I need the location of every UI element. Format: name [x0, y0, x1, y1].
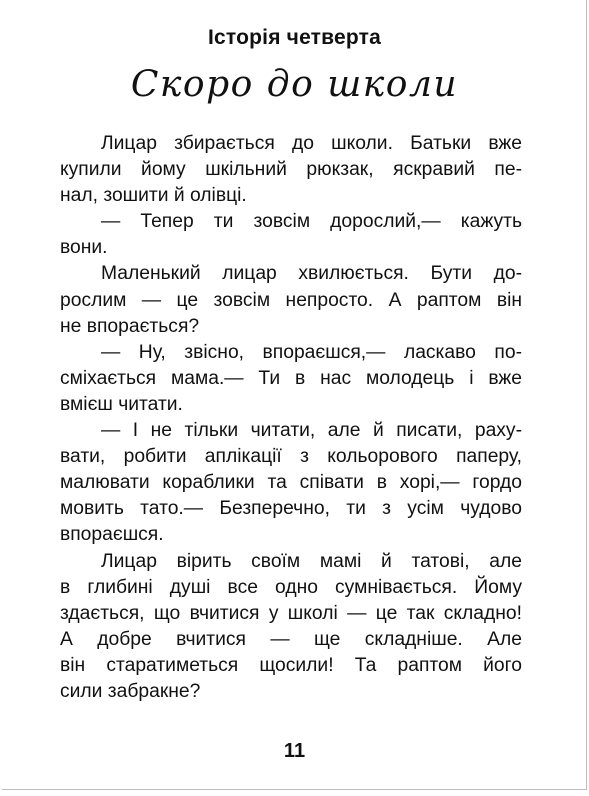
text-line: Лицар збирається до школи. Батьки вже — [101, 133, 522, 154]
text-line: — Ну, звісно, впораєшся,— ласкаво по- — [101, 341, 522, 363]
page-number: 11 — [283, 740, 306, 762]
text-line: А добре вчитися — ще складніше. Але — [60, 628, 522, 650]
text-line: мовить тато.— Безперечно, ти з усім чудово — [60, 498, 522, 520]
text-line: здається, що вчитися у школі — це так складно! — [60, 602, 522, 624]
text-line: не впорається? — [60, 315, 200, 337]
text-line: сміхається мама.— Ти в нас молодець і вже — [60, 367, 522, 389]
text-line: сили забракне? — [60, 680, 201, 702]
chapter-kicker: Історія четверта — [207, 26, 381, 49]
text-line: вмієш читати. — [60, 393, 183, 415]
chapter-title: Скоро до школи — [130, 64, 459, 105]
text-line: малювати кораблики та співати в хорі,— гордо — [60, 472, 522, 494]
text-line: — Тепер ти зовсім дорослий,— кажуть — [101, 211, 522, 233]
text-line: впораєшся. — [60, 524, 164, 546]
body-text — [60, 131, 522, 705]
text-line: — І не тільки читати, але й писати, раху- — [101, 420, 522, 442]
text-line: вони. — [60, 237, 108, 259]
text-line: купили йому шкільний рюкзак, яскравий пе- — [60, 159, 522, 181]
text-line: рослим — це зовсім непросто. А раптом він — [60, 289, 522, 311]
text-line: Лицар вірить своїм мамі й татові, але — [101, 550, 522, 572]
text-line: вати, робити аплікації з кольорового паперу, — [60, 446, 522, 468]
text-line: нал, зошити й олівці. — [60, 185, 247, 207]
text-line: Маленький лицар хвилюється. Бути до- — [101, 263, 522, 285]
text-line: він старатиметься щосили! Та раптом його — [60, 654, 522, 676]
text-line: в глибині душі все одно сумнівається. Йому — [60, 576, 522, 598]
